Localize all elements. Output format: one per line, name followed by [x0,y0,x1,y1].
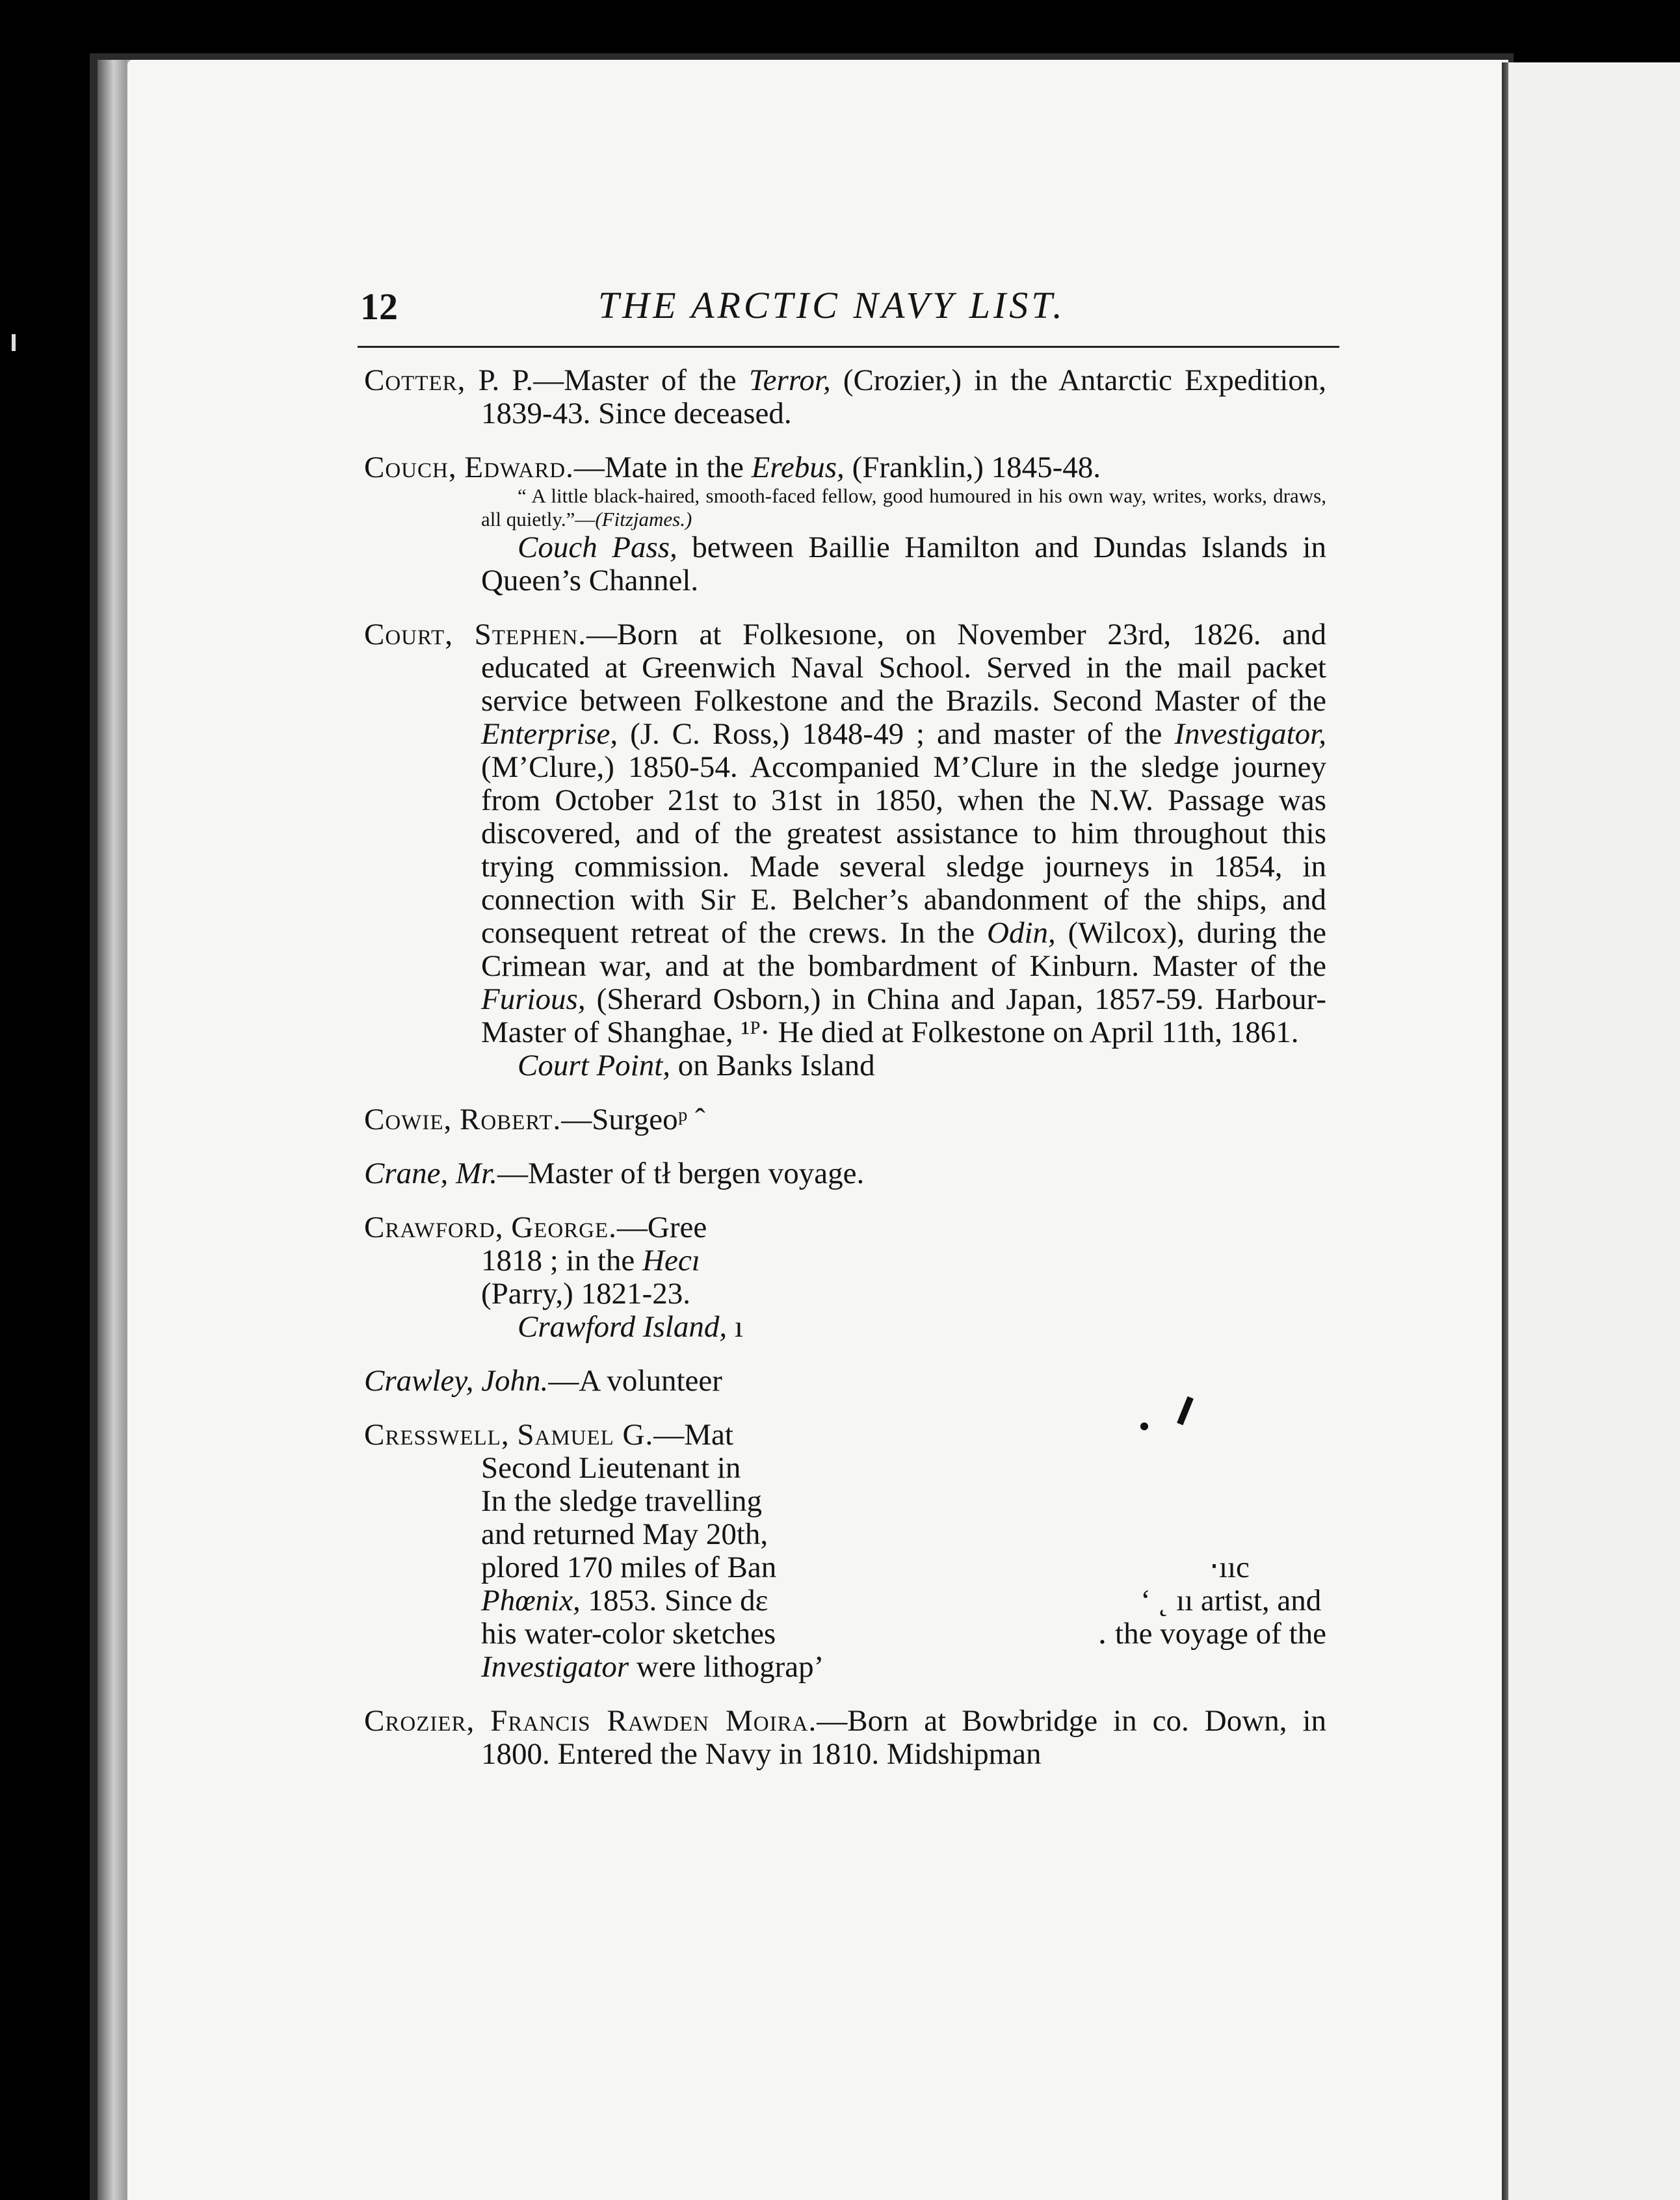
ship-name: Investigator [481,1650,629,1684]
entry-text: —Master of tł bergen voyage. [497,1157,865,1190]
entry-surname: Cotter, [364,363,466,397]
entry-couch [364,451,1326,597]
entry-text: (Franklin,) 1845-48. [844,451,1101,484]
quote-source: (Fitzjames.) [595,508,692,530]
entry-surname: Court, [364,618,453,651]
entry-text: his water-color sketches [481,1617,776,1651]
entry-crawley [364,1365,1326,1398]
entry-given-name: George. [511,1211,617,1244]
entry-surname: Crawford, [364,1211,504,1244]
entry-text: ․ the voyage of the [1097,1617,1326,1651]
ship-name: Odin, [987,916,1056,950]
entry-text: (J. C. Ross,) 1848-49 ; and master of the [618,717,1175,751]
entry-text: (Sherard Osborn,) in China and Japan, 1857-59. Harbour-Master of Shanghae, ¹ᴾ· He died at Folkestone on April 11th, 1861. [481,982,1326,1049]
running-title: THE ARCTIC NAVY LIST. [598,284,1066,326]
place-name-note [481,1049,1326,1082]
entry-text: (Crozier,) in the Antarctic Expedition, 1839-43. Since deceased. [481,363,1327,430]
entry-text: —Mat [653,1418,733,1452]
entry-text: ‘ ˛ ıı artist, and [1140,1584,1322,1617]
entry-given-name: Edward. [464,451,574,484]
place-name: Crawford Island, [518,1310,728,1344]
entry-surname: Couch, [364,451,457,484]
entry-cresswell: Cresswell, Samuel G.—Mat Second Lieutenant in In the sledge travelling and returned May 20th, plored 170 miles of Ban ‧ııс Phœnix, 1853. Since dε ‘ ˛ ıı artist, and his water-color sketches ․ the voyage of the Investigator were lithograp’ [364,1418,1326,1684]
ink-speck [1140,1422,1148,1430]
entry-given-name: P. P. [478,363,534,397]
entry-text: were lithograp’ [629,1650,824,1684]
entry-cotter [364,364,1326,430]
ship-name: Erebus, [751,451,845,484]
entry-given-name: Mr. [456,1157,497,1190]
entry-text: 1853. Since dε [580,1584,768,1617]
place-text: between Baillie Hamilton and Dundas Islands in Queen’s Channel. [481,530,1327,597]
entry-list [364,364,1326,1792]
entry-text: In the sledge travelling [481,1484,762,1518]
entry-text: (Parry,) 1821-23. [481,1277,690,1311]
entry-cowie [364,1103,1326,1136]
header-rule [358,346,1339,348]
place-name-note [481,1311,1326,1344]
entry-text: 1818 ; in the [481,1244,643,1277]
running-head [358,273,1339,345]
ship-name: Furious, [481,982,586,1016]
entry-surname: Crozier, [364,1704,475,1738]
entry-crane [364,1157,1326,1190]
entry-given-name: Francis Rawden Moira. [490,1704,817,1738]
entry-given-name: Robert. [459,1103,562,1136]
place-name: Couch Pass, [518,530,677,564]
entry-crawford [364,1211,1326,1344]
entry-text: Second Lieutenant in [481,1451,741,1485]
entry-text: (M’Clure,) 1850-54. Accompanied M’Clure in the sledge journey from October 21st to 31st in 1850, when the N.W. Passage was discovered, and of the greatest assistance to him throughout this trying commission. Made several sledge journeys in 1854, in connection with Sir E. Belcher’s abandonment of the ships, and consequent retreat of the crews. In the [481,750,1326,950]
place-name-note [481,531,1326,597]
quotation [481,484,1326,531]
entry-text: —Born at Folkesıone, on November 23rd, 1826. and educated at Greenwich Naval School. Served in the mail packet service between Folkestone and the Brazils. Second Master of the [481,618,1326,718]
entry-surname: Cowie, [364,1103,453,1136]
entry-text: —Mate in the [573,451,752,484]
entry-text: —Gree [616,1211,707,1244]
entry-surname: Crane, [364,1157,449,1190]
facing-page [1508,62,1680,2200]
entry-given-name: John. [481,1364,549,1398]
entry-given-name: Stephen. [474,618,586,651]
entry-text: —Master of the [533,363,749,397]
entry-text: —Born at Bowbridge in co. Down, in 1800. Entered the Navy in 1810. Midshipman [481,1704,1327,1771]
place-text: ı [727,1310,743,1344]
entry-given-name: Samuel G. [517,1418,654,1452]
ship-name: Investigator, [1174,717,1326,751]
entry-text: plored 170 miles of Ban [481,1551,777,1584]
margin-mark [12,334,16,351]
page-number: 12 [360,285,398,328]
ship-name: Phœnix, [481,1584,581,1617]
quote-text: “ A little black-haired, smooth-faced fellow, good humoured in his own way, writes, works, draws, all quietly.”— [481,484,1326,530]
entry-text: (Wilcox), during the Crimean war, and at the bombardment of Kinburn. Master of the [481,916,1326,983]
entry-crozier [364,1705,1326,1771]
entry-text: —Surgeoᵖ ˆ [561,1103,705,1136]
ship-name: Enterprise, [481,717,618,751]
entry-court [364,618,1326,1082]
ship-name: Hecı [642,1244,700,1277]
entry-surname: Cresswell, [364,1418,510,1452]
place-name: Court Point, [518,1049,671,1082]
ship-name: Terror, [748,363,831,397]
place-text: on Banks Island [670,1049,875,1082]
entry-text: —A volunteer [548,1364,722,1398]
entry-surname: Crawley, [364,1364,474,1398]
entry-text: and returned May 20th, [481,1517,768,1551]
